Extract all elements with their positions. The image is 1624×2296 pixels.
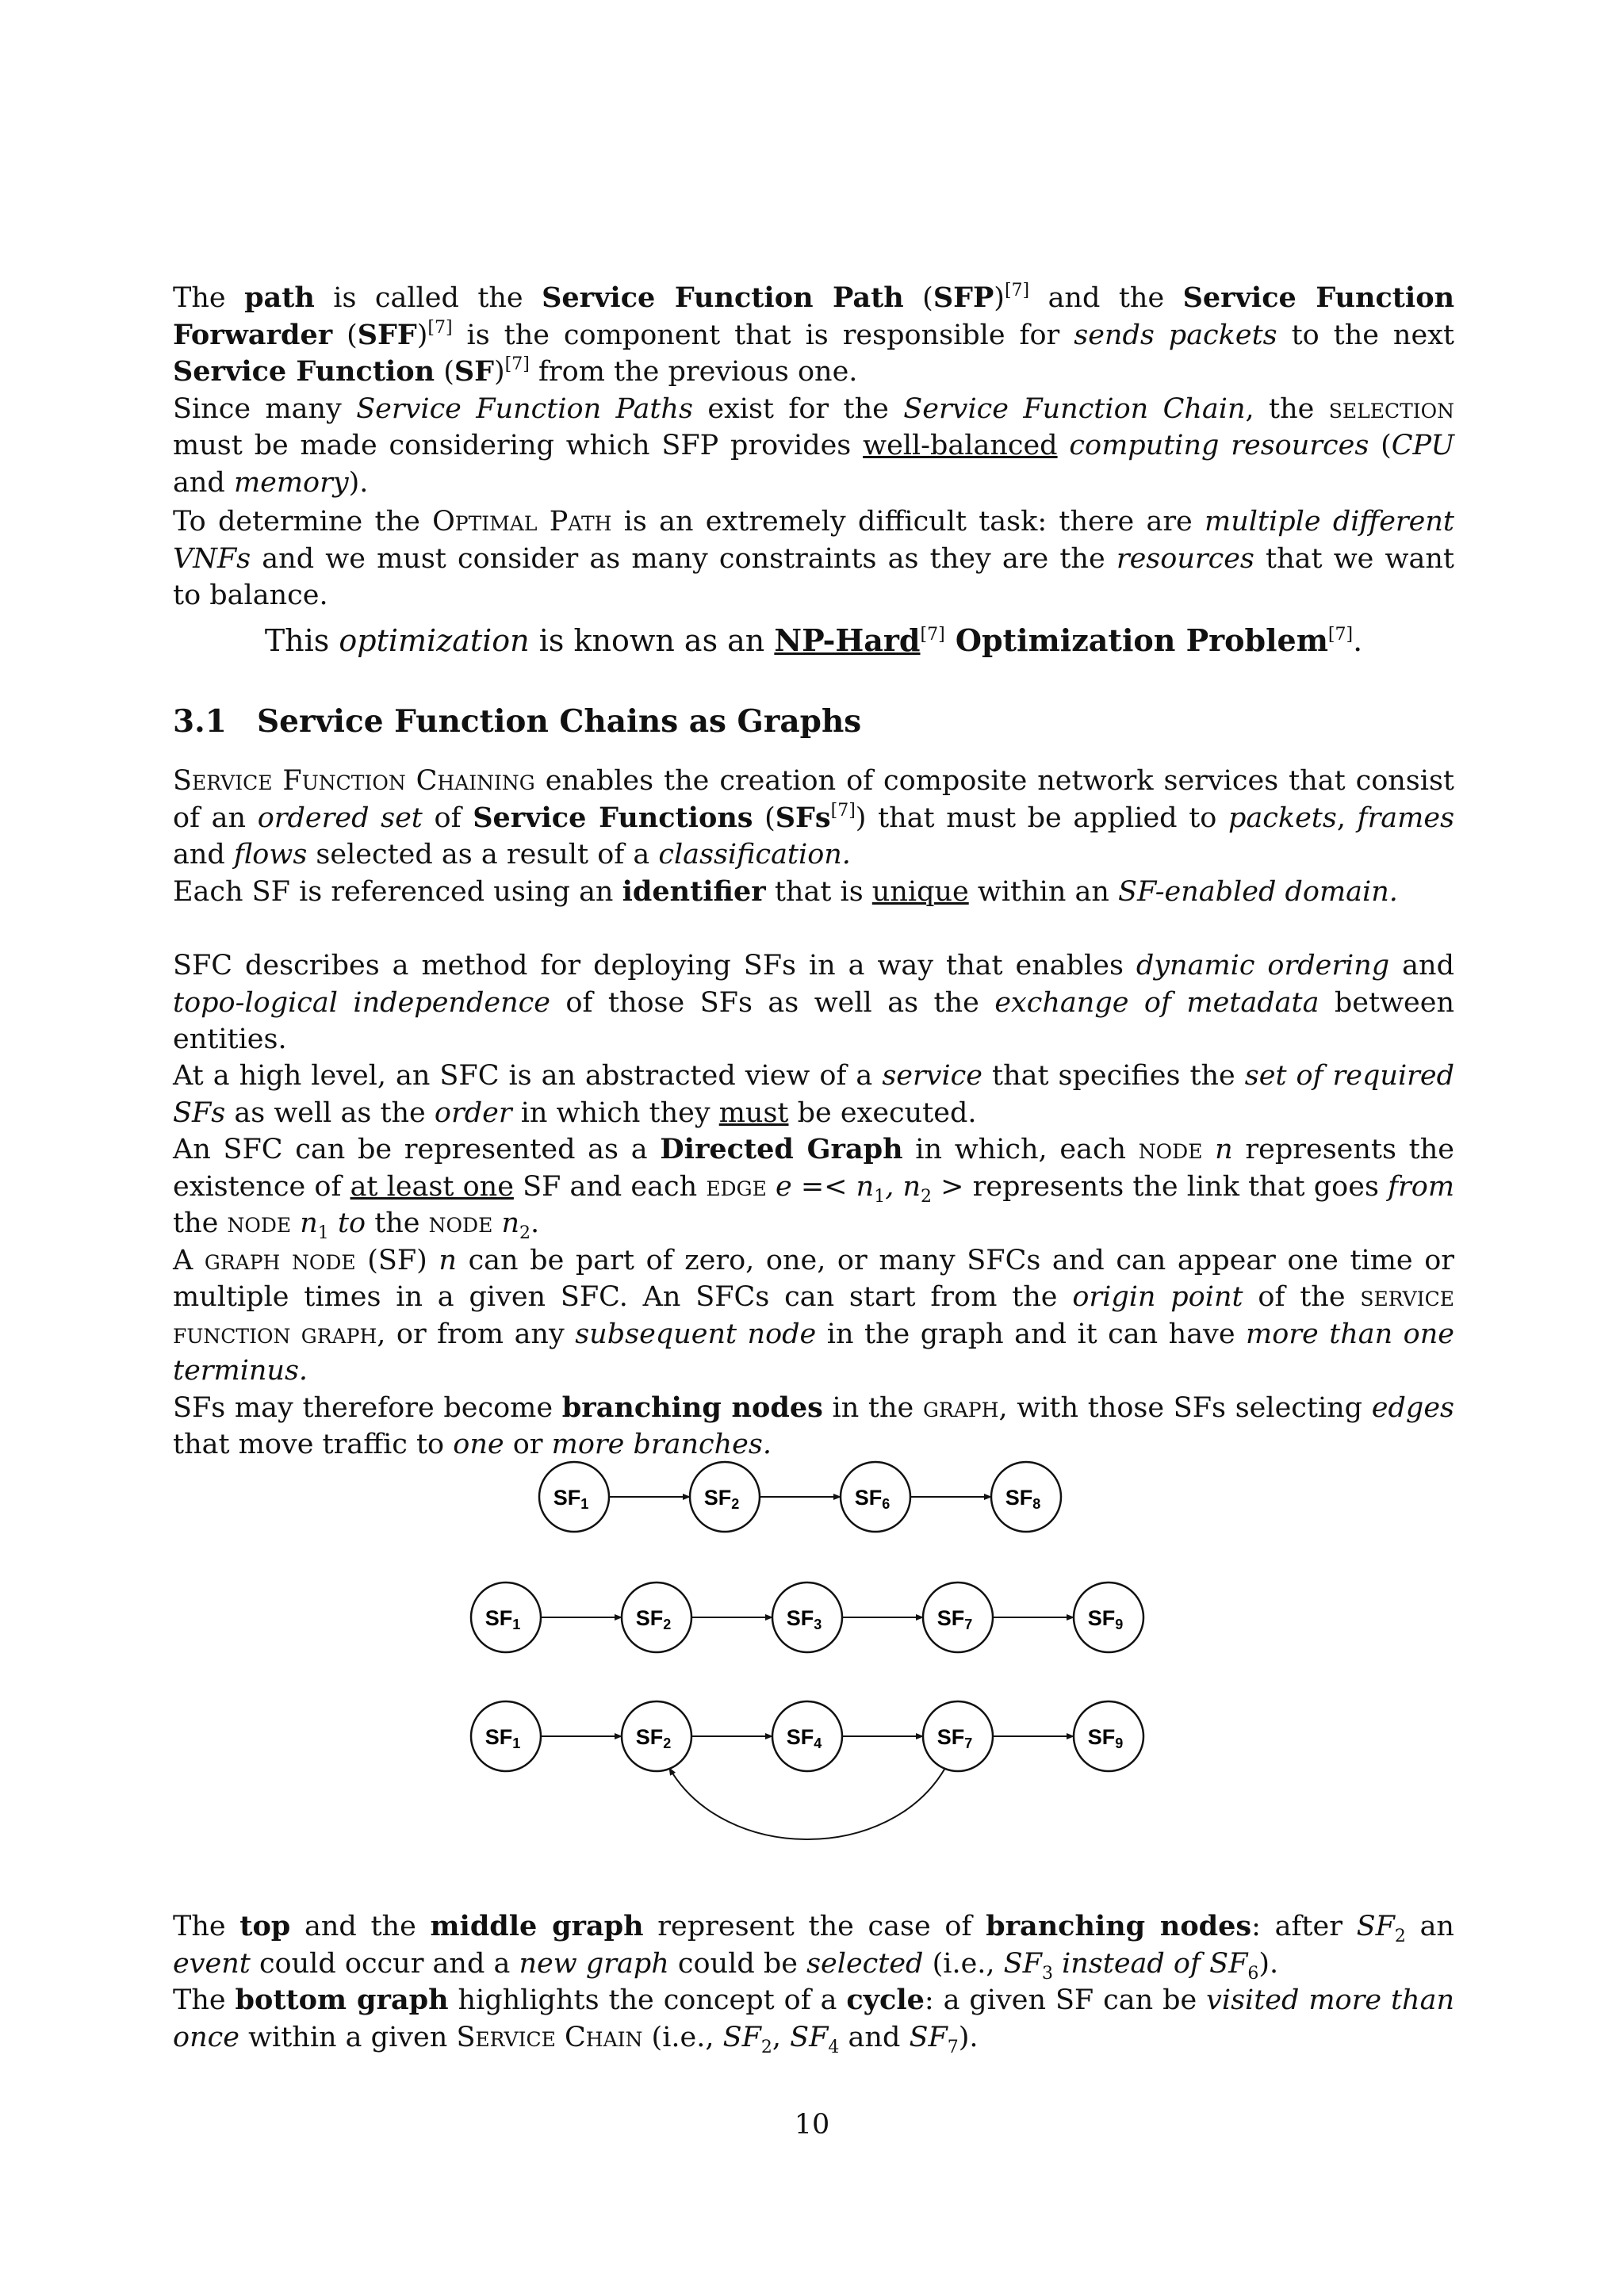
node-label: SF7 — [936, 1606, 973, 1632]
citation: [7] — [427, 317, 453, 338]
graph-node — [991, 1462, 1061, 1532]
text: Each SF is referenced using an identifier that is unique within an SF-enabled domain. — [173, 874, 1398, 908]
citation: [7] — [920, 625, 945, 645]
node-label: SF2 — [635, 1606, 672, 1632]
citation: [7] — [504, 354, 530, 374]
graph-edges — [541, 1497, 1074, 1839]
text: Since many Service Function Paths exist for the Service Function Chain, the selection must be made considering which SFP provides well-balanced computing resources (CPU and memory). — [173, 392, 1455, 499]
text: The bottom graph highlights the concept of a cycle: a given SF can be visited more than once within a given Service Chain (i.e., $SF_2$, $SF_4$ and $SF_7$). — [173, 1984, 1454, 2057]
graph-node — [622, 1582, 691, 1652]
graph-node — [1074, 1701, 1143, 1771]
node-label: SF8 — [1005, 1486, 1041, 1512]
graph-node — [1074, 1582, 1143, 1652]
section-number: 3.1 — [173, 703, 227, 740]
text: Service Function Chaining enables the creation of composite network services that consist of an ordered set of Service Functions (SFs[7]) that must be applied to packets, frames and flows selected as a result of a classification. — [173, 765, 1455, 871]
page-number: 10 — [794, 2109, 830, 2141]
graph-node — [690, 1462, 760, 1532]
node-label: SF4 — [786, 1725, 822, 1751]
citation: [7] — [1327, 625, 1354, 645]
text: SFs may therefore become branching nodes in the graph, with those SFs selecting edges that move traffic to one or more branches. — [173, 1391, 1454, 1460]
paragraph-sfp — [173, 280, 1454, 501]
cycle-edge — [669, 1768, 945, 1839]
text: The top and the middle graph represent the case of branching nodes: after $SF_2$ an event could occur and a new graph could be selected (i.e., $SF_3$ instead of $SF_6$). — [173, 1910, 1454, 1984]
text: A graph node (SF) n can be part of zero, one, or many SFCs and can appear one time or multiple times in a given SFC. An SFCs can start from the origin point of the service function graph, or from any subsequent node in the graph and it can have more than one terminus. — [173, 1244, 1455, 1387]
graph-node — [471, 1701, 541, 1771]
paragraph-diagram-explanation — [173, 1908, 1454, 2056]
graph-node — [622, 1701, 691, 1771]
graph-node — [471, 1582, 541, 1652]
paragraph-optimal-path — [173, 503, 1454, 614]
graph-node — [923, 1701, 993, 1771]
text: To determine the Optimal Path is an extremely difficult task: there are multiple different VNFs and we must consider as many constraints as they are the resources that we want to balance. — [173, 506, 1454, 611]
node-label: SF9 — [1087, 1606, 1124, 1632]
graph-node — [772, 1701, 842, 1771]
sfc-graph-diagram — [460, 1445, 1174, 1841]
text: At a high level, an SFC is an abstracted view of a service that specifies the set of required SFs as well as the order in which they must be executed. — [173, 1060, 1454, 1129]
np-hard-statement: This optimization is known as an NP-Hard[7] Optimization Problem[7]. — [264, 622, 1363, 658]
node-label: SF2 — [703, 1486, 740, 1512]
node-label: SF6 — [854, 1486, 891, 1512]
node-label: SF3 — [786, 1606, 822, 1632]
node-label: SF1 — [485, 1606, 521, 1632]
node-label: SF1 — [553, 1486, 589, 1512]
node-label: SF9 — [1087, 1725, 1124, 1751]
graph-node — [772, 1582, 842, 1652]
section-title: Service Function Chains as Graphs — [257, 703, 862, 740]
paragraph-sfc-intro — [173, 763, 1454, 910]
node-label: SF2 — [635, 1725, 672, 1751]
graph-node — [841, 1462, 910, 1532]
graph-node — [923, 1582, 993, 1652]
text: SFC describes a method for deploying SFs in a way that enables dynamic ordering and topo-logical independence of those SFs as well as the exchange of metadata between entities. — [173, 950, 1455, 1055]
citation: [7] — [830, 800, 856, 821]
text: The path is called the Service Function Path (SFP)[7] and the Service Function Forwarder (SFF)[7] is the component that is responsible for sends packets to the next Service Function (SF)[7] from the previous one. — [173, 281, 1455, 388]
paragraph-sfc-graph — [173, 1058, 1454, 1464]
node-label: SF7 — [936, 1725, 973, 1751]
section-heading — [173, 703, 861, 740]
paragraph-sfc-method — [173, 947, 1454, 1058]
text: An SFC can be represented as a Directed Graph in which, each node n represents the existence of at least one SF and each edge $e =< n_1$, $n_2$ > represents the link that goes from the node $n_1$ to the node $n_2$. — [173, 1133, 1455, 1243]
citation: [7] — [1004, 281, 1030, 300]
graph-node — [539, 1462, 609, 1532]
node-label: SF1 — [485, 1725, 521, 1751]
